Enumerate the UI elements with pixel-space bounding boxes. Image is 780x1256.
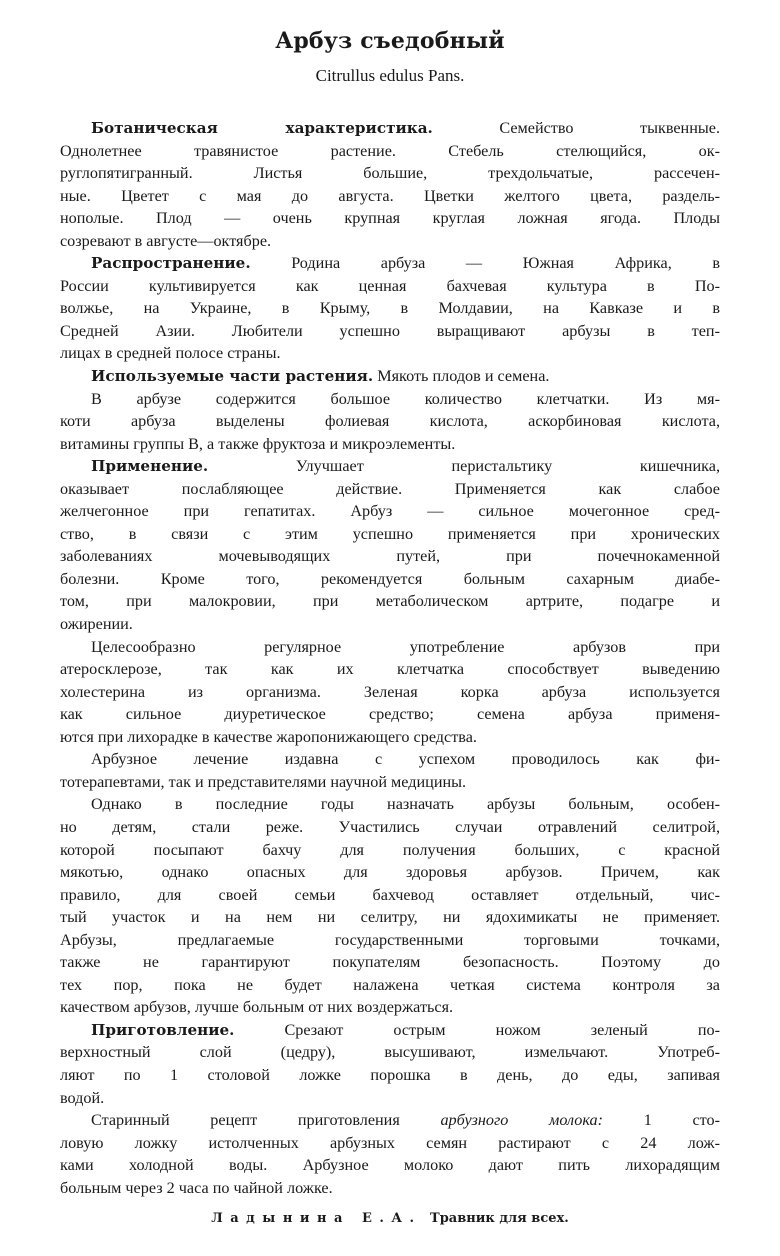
line-text: Срезают острым ножом зеленый по- <box>234 1020 720 1039</box>
section-heading: Ботаническая характеристика. <box>91 119 433 137</box>
text-line <box>60 568 720 591</box>
text-line <box>60 748 720 771</box>
line-text: тый участок и на нем ни селитру, ни ядохимикаты не применяет. <box>60 908 720 927</box>
line-text: коти арбуза выделены фолиевая кислота, аскорбиновая кислота, <box>60 412 720 431</box>
line-text: больным через 2 часа по чайной ложке. <box>60 1178 333 1197</box>
text-line <box>60 590 720 613</box>
paragraph <box>60 365 720 388</box>
line-text: Арбузы, предлагаемые государственными торговыми точками, <box>60 930 720 949</box>
line-text: верхностный слой (цедру), высушивают, измельчают. Употреб- <box>60 1043 720 1062</box>
text-line <box>60 500 720 523</box>
text-line <box>60 1019 720 1042</box>
text-line <box>60 884 720 907</box>
text-line <box>60 455 720 478</box>
line-text: правило, для своей семьи бахчевод оставляет отдельный, чис- <box>60 885 720 904</box>
line-text: мякотью, однако опасных для здоровья арбузов. Причем, как <box>60 863 720 882</box>
paragraph <box>60 117 720 252</box>
text-line <box>60 162 720 185</box>
line-text: Однако в последние годы назначать арбузы больным, особен- <box>91 795 720 814</box>
article-body <box>60 117 720 1199</box>
line-text: ные. Цветет с мая до августа. Цветки желтого цвета, раздель- <box>60 186 720 205</box>
line-text: В арбузе содержится большое количество клетчатки. Из мя- <box>91 389 720 408</box>
text-line <box>60 545 720 568</box>
line-text: желчегонное при гепатитах. Арбуз — сильное мочегонное сред- <box>60 502 720 521</box>
text-line <box>60 613 720 636</box>
line-text: России культивируется как ценная бахчевая культура в По- <box>60 276 720 295</box>
text-line <box>60 117 720 140</box>
line-text: качеством арбузов, лучше больным от них воздержаться. <box>60 998 454 1017</box>
paragraph <box>60 455 720 635</box>
text-line <box>60 320 720 343</box>
text-line <box>60 974 720 997</box>
text-line <box>60 230 720 253</box>
text-line <box>60 929 720 952</box>
text-line <box>60 1132 720 1155</box>
line-text: Целесообразно регулярное употребление арбузов при <box>91 637 720 656</box>
line-text: лицах в средней полосе страны. <box>60 344 281 363</box>
line-text: болезни. Кроме того, рекомендуется больным сахарным диабе- <box>60 569 720 588</box>
line-text: оказывает послабляющее действие. Применяется как слабое <box>60 479 720 498</box>
text-line <box>60 816 720 839</box>
text-line <box>60 793 720 816</box>
section-heading: Приготовление. <box>91 1020 235 1039</box>
text-line <box>60 1064 720 1087</box>
line-text: Старинный рецепт приготовления <box>91 1111 441 1130</box>
text-line <box>60 1109 720 1132</box>
line-text: но детям, стали реже. Участились случаи отравлений селитрой, <box>60 817 720 836</box>
text-line <box>60 342 720 365</box>
paragraph <box>60 388 720 456</box>
text-line <box>60 636 720 659</box>
text-line <box>60 207 720 230</box>
recipe-paragraph <box>60 1109 720 1199</box>
text-line <box>60 996 720 1019</box>
line-text: как сильное диуретическое средство; семена арбуза применя- <box>60 705 720 724</box>
paragraph <box>60 748 720 793</box>
text-line <box>60 658 720 681</box>
text-line <box>60 681 720 704</box>
text-line <box>60 1087 720 1110</box>
text-line <box>60 861 720 884</box>
line-text: том, при малокровии, при метаболическом артрите, подагре и <box>60 592 720 611</box>
line-text: ляют по 1 столовой ложке порошка в день, до еды, запивая <box>60 1065 720 1084</box>
line-text: ство, в связи с этим успешно применяется при хронических <box>60 524 720 543</box>
line-text: Мякоть плодов и семена. <box>373 367 550 386</box>
line-text: Улучшает перистальтику кишечника, <box>208 457 720 476</box>
text-line <box>60 410 720 433</box>
line-text: ются при лихорадке в качестве жаропонижающего средства. <box>60 727 477 746</box>
recipe-name: арбузного молока: <box>440 1111 604 1130</box>
section-heading: Распространение. <box>91 254 251 273</box>
line-text: заболеваниях мочевыводящих путей, при почечнокаменной <box>60 547 720 566</box>
line-text: Однолетнее травянистое растение. Стебель стелющийся, ок- <box>60 141 720 160</box>
text-line <box>60 523 720 546</box>
line-text: атеросклерозе, так как их клетчатка способствует выведению <box>60 660 720 679</box>
paragraph <box>60 252 720 365</box>
line-text: волжье, на Украине, в Крыму, в Молдавии, на Кавказе и в <box>60 299 720 318</box>
line-text: созревают в августе—октябре. <box>60 231 272 250</box>
text-line <box>60 433 720 456</box>
text-line <box>60 365 720 388</box>
line-text: витамины группы В, а также фруктоза и микроэлементы. <box>60 434 456 453</box>
line-text: 1 сто- <box>603 1111 720 1130</box>
text-line <box>60 275 720 298</box>
line-text: Семейство тыквенные. <box>432 119 720 137</box>
page-footer <box>0 1211 780 1226</box>
page-title: Арбуз съедобный <box>275 28 505 54</box>
line-text: которой посыпают бахчу для получения больших, с красной <box>60 840 720 859</box>
text-line <box>60 1154 720 1177</box>
text-line <box>60 388 720 411</box>
paragraph <box>60 636 720 749</box>
line-text: водой. <box>60 1088 105 1107</box>
text-line <box>60 1177 720 1200</box>
line-text: ожирении. <box>60 615 133 634</box>
line-text: Средней Азии. Любители успешно выращивают арбузы в теп- <box>60 321 720 340</box>
line-text: ками холодной воды. Арбузное молоко дают пить лихорадящим <box>60 1156 720 1175</box>
latin-name: Citrullus edulus Pans. <box>315 66 465 85</box>
footer-author: Ладынина Е.А. <box>211 1211 422 1226</box>
text-line <box>60 297 720 320</box>
footer-book-title: Травник для всех. <box>430 1211 569 1226</box>
section-heading: Применение. <box>91 457 209 476</box>
text-line <box>60 771 720 794</box>
text-line <box>60 478 720 501</box>
text-line <box>60 185 720 208</box>
paragraph <box>60 1019 720 1109</box>
text-line <box>60 839 720 862</box>
line-text: холестерина из организма. Зеленая корка арбуза используется <box>60 682 720 701</box>
line-text: руглопятигранный. Листья большие, трехдольчатые, рассечен- <box>60 164 720 183</box>
line-text: нополые. Плод — очень крупная круглая ложная ягода. Плоды <box>60 209 720 228</box>
text-line <box>60 252 720 275</box>
line-text: Родина арбуза — Южная Африка, в <box>250 254 720 273</box>
text-line <box>60 726 720 749</box>
line-text: тотерапевтами, так и представителями научной медицины. <box>60 772 467 791</box>
line-text: также не гарантируют покупателям безопасность. Поэтому до <box>60 953 720 972</box>
line-text: Арбузное лечение издавна с успехом проводилось как фи- <box>91 750 720 769</box>
text-line <box>60 951 720 974</box>
section-heading: Используемые части растения. <box>91 367 374 386</box>
line-text: тех пор, пока не будет налажена четкая система контроля за <box>60 975 720 994</box>
line-text: ловую ложку истолченных арбузных семян растирают с 24 лож- <box>60 1133 720 1152</box>
text-line <box>60 1041 720 1064</box>
text-line <box>60 140 720 163</box>
text-line <box>60 906 720 929</box>
text-line <box>60 703 720 726</box>
paragraph <box>60 793 720 1018</box>
